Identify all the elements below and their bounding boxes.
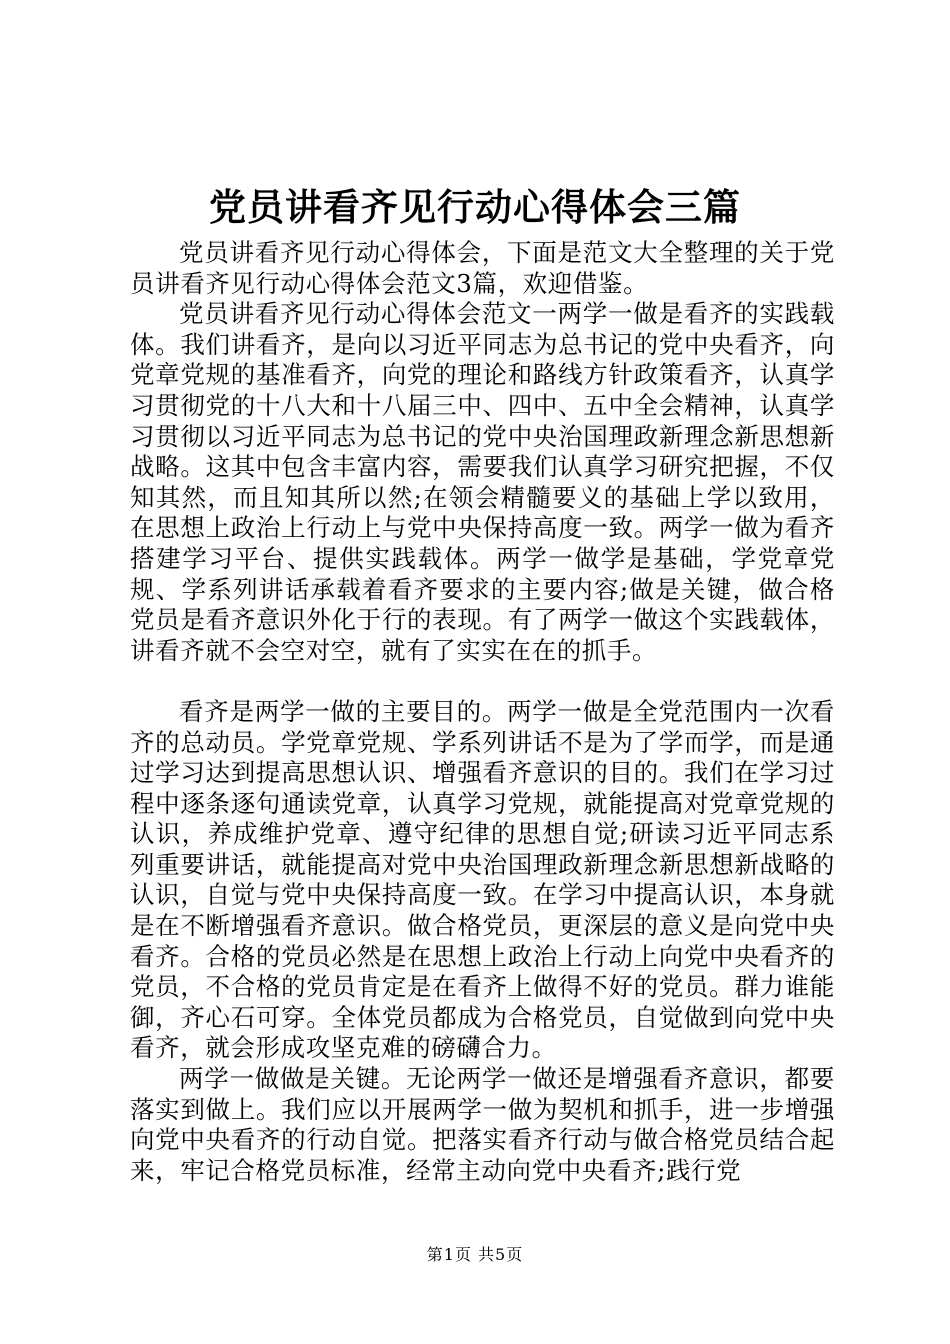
paragraph-key-action: 两学一做做是关键。无论两学一做还是增强看齐意识，都要落实到做上。我们应以开展两学一做为契机和抓手，进一步增强向党中央看齐的行动自觉。把落实看齐行动与做合格党员结合起来，牢记合格党员标准，经常主动向党中央看齐;践行党 bbox=[130, 1064, 835, 1185]
page-title: 党员讲看齐见行动心得体会三篇 bbox=[209, 185, 741, 229]
paragraph-intro: 党员讲看齐见行动心得体会，下面是范文大全整理的关于党员讲看齐见行动心得体会范文3篇，欢迎借鉴。 bbox=[130, 238, 835, 298]
paragraph-sample-one: 党员讲看齐见行动心得体会范文一两学一做是看齐的实践载体。我们讲看齐，是向以习近平同志为总书记的党中央看齐，向党章党规的基准看齐，向党的理论和路线方针政策看齐，认真学习贯彻党的十八大和十八届三中、四中、五中全会精神，认真学习贯彻以习近平同志为总书记的党中央治国理政新理念新思想新战略。这其中包含丰富内容，需要我们认真学习研究把握，不仅知其然，而且知其所以然;在领会精髓要义的基础上学以致用，在思想上政治上行动上与党中央保持高度一致。两学一做为看齐搭建学习平台、提供实践载体。两学一做学是基础，学党章党规、学系列讲话承载着看齐要求的主要内容;做是关键，做合格党员是看齐意识外化于行的表现。有了两学一做这个实践载体，讲看齐就不会空对空，就有了实实在在的抓手。 bbox=[130, 299, 835, 665]
page-number: 第1页 共5页 bbox=[426, 1245, 524, 1264]
document-body bbox=[130, 238, 835, 1186]
paragraph-purpose: 看齐是两学一做的主要目的。两学一做是全党范围内一次看齐的总动员。学党章党规、学系列讲话不是为了学而学，而是通过学习达到提高思想认识、增强看齐意识的目的。我们在学习过程中逐条逐句通读党章，认真学习党规，就能提高对党章党规的认识，养成维护党章、遵守纪律的思想自觉;研读习近平同志系列重要讲话，就能提高对党中央治国理政新理念新思想新战略的认识，自觉与党中央保持高度一致。在学习中提高认识，本身就是在不断增强看齐意识。做合格党员，更深层的意义是向党中央看齐。合格的党员必然是在思想上政治上行动上向党中央看齐的党员，不合格的党员肯定是在看齐上做得不好的党员。群力谁能御，齐心石可穿。全体党员都成为合格党员，自觉做到向党中央看齐，就会形成攻坚克难的磅礴合力。 bbox=[130, 696, 835, 1063]
